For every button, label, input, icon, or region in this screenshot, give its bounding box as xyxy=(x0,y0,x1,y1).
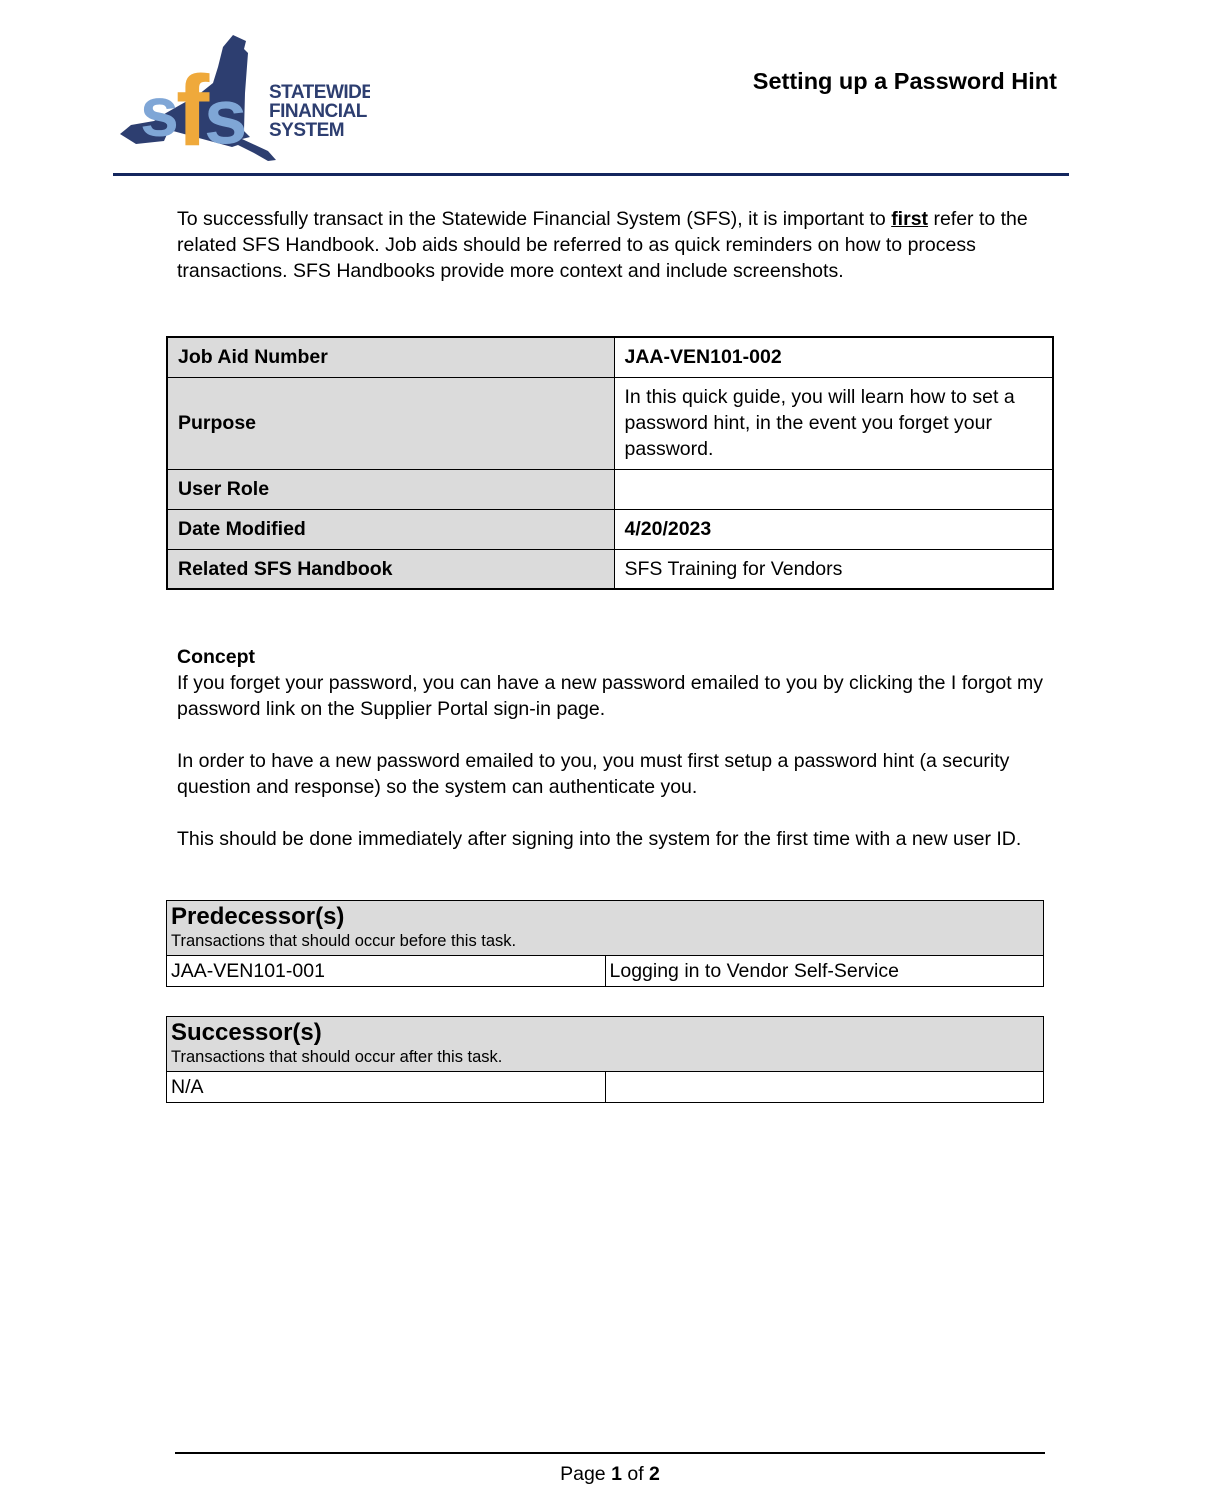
concept-heading: Concept xyxy=(177,646,255,668)
intro-paragraph xyxy=(177,206,1059,284)
date-modified-label: Date Modified xyxy=(167,509,614,549)
footer-page-word: Page xyxy=(560,1463,606,1485)
concept-paragraph-1: If you forget your password, you can have a new password emailed to you by clicking the I forgot my password link on the Supplier Portal sign-in page. xyxy=(177,672,1044,720)
successors-title: Successor(s) xyxy=(171,1019,322,1046)
successor-id: N/A xyxy=(167,1072,606,1103)
footer-divider xyxy=(175,1452,1045,1454)
predecessor-name: Logging in to Vendor Self-Service xyxy=(605,956,1044,987)
successors-subtitle: Transactions that should occur after this task. xyxy=(171,1048,503,1066)
purpose-value: In this quick guide, you will learn how to set a password hint, in the event you forget your password. xyxy=(614,377,1053,469)
related-handbook-value: SFS Training for Vendors xyxy=(614,549,1053,589)
user-role-label: User Role xyxy=(167,469,614,509)
date-modified-value: 4/20/2023 xyxy=(614,509,1053,549)
table-row xyxy=(167,337,1053,377)
logo-word-system: SYSTEM xyxy=(269,120,345,141)
related-handbook-label: Related SFS Handbook xyxy=(167,549,614,589)
header-divider xyxy=(113,173,1069,176)
intro-text-part1: To successfully transact in the Statewide Financial System (SFS), it is important to xyxy=(177,208,892,230)
intro-text-part2: refer to the related SFS Handbook. Job aids should be referred to as quick reminders on how to process transactions. SFS Handbooks provide more context and include screenshots. xyxy=(177,208,1028,282)
logo-letter-s2: s xyxy=(204,72,248,160)
concept-section xyxy=(177,644,1059,852)
logo-word-statewide: STATEWIDE xyxy=(269,82,370,103)
successors-header-cell xyxy=(167,1017,1044,1072)
predecessors-header-cell xyxy=(167,901,1044,956)
successors-table xyxy=(166,1016,1044,1103)
concept-paragraph-2: In order to have a new password emailed to you, you must first setup a password hint (a security question and response) so the system can authenticate you. xyxy=(177,750,1010,798)
user-role-value xyxy=(614,469,1053,509)
purpose-label: Purpose xyxy=(167,377,614,469)
successor-name xyxy=(605,1072,1044,1103)
job-aid-number-label: Job Aid Number xyxy=(167,337,614,377)
table-row xyxy=(167,1072,1044,1103)
predecessors-title: Predecessor(s) xyxy=(171,903,345,930)
footer-page-number: 1 xyxy=(611,1463,622,1485)
table-header-row xyxy=(167,1017,1044,1072)
logo-letter-f: f xyxy=(176,55,210,167)
footer-of-word: of xyxy=(627,1463,644,1485)
job-aid-info-table xyxy=(166,336,1054,590)
intro-emphasis-first: first xyxy=(891,208,929,230)
sfs-logo-graphic xyxy=(118,33,370,168)
table-row xyxy=(167,377,1053,469)
table-row xyxy=(167,956,1044,987)
job-aid-number-value: JAA-VEN101-002 xyxy=(614,337,1053,377)
predecessors-table xyxy=(166,900,1044,987)
sfs-logo xyxy=(118,33,370,168)
logo-letter-s1: s xyxy=(140,73,179,151)
concept-paragraph-3: This should be done immediately after signing into the system for the first time with a new user ID. xyxy=(177,828,1022,850)
table-row xyxy=(167,549,1053,589)
table-row xyxy=(167,509,1053,549)
table-row xyxy=(167,469,1053,509)
page-title: Setting up a Password Hint xyxy=(752,68,1057,94)
page-number-indicator xyxy=(166,1461,1054,1487)
footer-total-pages: 2 xyxy=(649,1463,660,1485)
predecessor-id: JAA-VEN101-001 xyxy=(167,956,606,987)
logo-word-financial: FINANCIAL xyxy=(269,101,367,122)
predecessors-subtitle: Transactions that should occur before this task. xyxy=(171,932,517,950)
table-header-row xyxy=(167,901,1044,956)
